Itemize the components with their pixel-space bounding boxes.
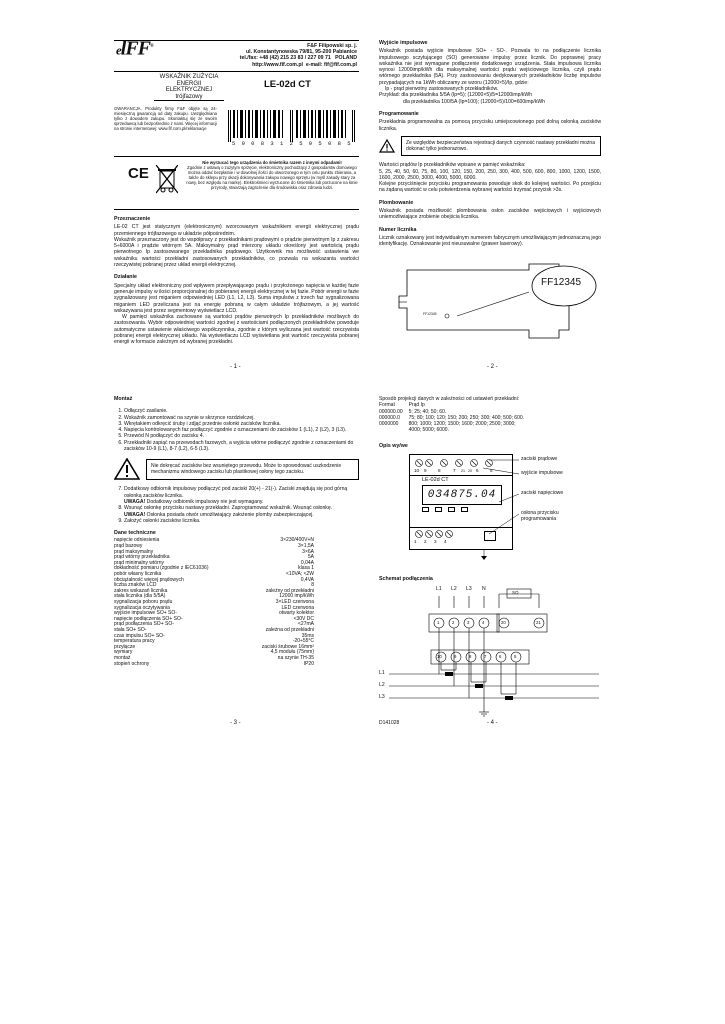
section-heading-tech: Dane techniczne [114,530,156,537]
company-country: POLAND [335,55,357,62]
spec-name: liczba znaków LCD [114,582,157,589]
warning-text: Ze względów bezpieczeństwa rejestracji danych czynność nastawy przekładni można dokonać tylko jednorazowo. [401,136,601,156]
label-line: programowania [521,515,557,522]
spec-name: pobór własny licznika [114,571,162,578]
spec-value: -20÷55°C [292,638,314,645]
terminal-label: 2 [424,538,427,544]
spec-name: napięcie podłączenia SO+ SO- [114,615,183,622]
led-icon [422,507,429,512]
note-label: UWAGA! [124,498,146,505]
spec-value: na szynie TH-35 [277,654,314,661]
note-text: Osłonka posiada otwór umożliwiający założenie plomby zabezpieczającej. [145,511,314,518]
led-icon [461,507,468,512]
section-heading-action: Działanie [114,274,137,281]
spec-value: 35ms [301,632,314,639]
recycling-body: Zgodnie z ustawą o zużytym sprzęcie, elektroniczny pochodzący z gospodarstw domowego można oddać bezpłatnie i w dowolnej ilości do utworzonego w tym celu punktu zbierania, a także do sklepu przy okazji dokonywania zakupu nowego sprzętu (w myśl zasady stary za nowy, bez względu na markę). Elektrośmieci wyrzucone do śmietnika lub porzucone na łonie przyrody, stwarzają zagrożenie dla środowiska oraz zdrowia ludzi. [186,165,358,191]
warning-triangle-icon [379,139,395,153]
label-voltage-terminals: zaciski napięciowe [521,489,564,496]
line-label: L2 [451,585,457,592]
divider [410,527,512,528]
page-number: - 2 - [487,364,498,370]
table-row [114,662,314,668]
format-cell: 000000.0 [379,414,400,421]
spec-name: wyjście impulsowe SO+ SO- [114,610,177,617]
step-text: Dodatkowy odbiornik impulsowy podłączyć pod zaciski 20(+) - 21(-). Zaciski znajdują się pod górną osłonką zacisków licznika. [124,486,348,499]
terminal-label: 1 [437,619,440,625]
spec-name: sygnalizacja oczytywania [114,604,170,611]
led-indicators [422,507,500,512]
page-number: - 1 - [230,364,241,370]
spec-value: <30V DC [293,615,314,622]
section-heading-connection: Schemat podłączenia [379,575,433,582]
section-heading-programming: Programowanie [379,110,419,117]
number-paragraph: Licznik oznakowany jest indywidualnym numerem fabrycznym umożliwiającym jednoznaczną jego identyfikację. Oznakowanie jest nieusuwalne (grawer laserowy). [379,234,601,248]
note-text: Dodatkowy odbiornik impulsowy nie jest wymagany. [145,498,264,505]
spec-name: prąd bazowy [114,543,143,550]
section-heading-mount: Montaż [114,396,133,402]
pulse-paragraph: Wskaźnik posiada wyjście impulsowe SO+ - SO-. Pozwala to na podłączenie licznika impulsowego sczytującego (SO) generowane impulsy przez licznik. Do poprawnej pracy wskaźnika nie jest wymagane podłączenie dodatkowego urządzenia. Stała impulsowa licznika wynosi 12000imp/kWh dla maksymalnej wartości prądu wejściowego licznika, czyli prądu wtórnego przekładnika (5A). Przy zastosowaniu dedykowanych przekładników liczbę impulsów przypadających na 1kWh obliczamy ze wzoru (12000×5)/Ip, gdzie: [379,48,601,86]
spec-name: prąd wtórny przekładnika [114,554,170,561]
terminal-label: 7 [453,467,456,473]
led-icon [435,507,442,512]
mount-step: 2. Wskaźnik zamontować na szynie w skrzynce rozdzielczej. [124,415,359,421]
terminal-label: 20 [468,468,472,473]
page-number: - 3 - [230,720,241,726]
spec-value: 5A [307,554,314,561]
barcode-digits: 5 9 0 8 3 1 2 5 9 5 0 8 5 [231,140,352,147]
page-4 [379,396,601,724]
spec-value: LED czerwona [281,604,314,611]
phase-label: L2 [379,681,385,688]
purpose-paragraph: LE-02 CT jest statycznym (elektronicznym) wzorcowanym wskaźnikiem energii elektrycznej prądu przemiennego trójfazowego w układzie półpośrednim. [114,224,359,237]
serial-number-small: FF12345 [423,311,437,316]
warranty-block [114,106,359,156]
led-icon [448,507,455,512]
ip-values: 5, 25, 40, 50, 60, 75, 80, 100, 120, 150, 200, 250, 300, 400, 500, 600, 800, 1000, 1200, 1500, 1600, 2000, 2500, 3000, 4000, 5000, 6000. [379,168,601,181]
spec-name: prąd maksymalny [114,548,154,555]
ip-cell: 800; 1000; 1200; 1500; 1600; 2000; 2500; 3000; 4000; 5000; 6000. [408,420,516,434]
terminal-label: 8 [438,467,441,473]
recycling-block [114,156,359,210]
terminal-label: 7 [484,653,487,659]
action-paragraph: Specjalny układ elektroniczny pod wpływem przepływającego prądu i przyłożonego napięcia w każdej fazie generuje impulsy w ilości proporcjonalnej do pobieranej energii elektrycznej w tej fazie. Pobór energii w fazie sygnalizowany jest miganiem odpowiedniej LED (L1, L2, L3). Suma impulsów z trzech faz sygnalizowana miganiem LED przeliczana jest na energię pobraną w całym układzie trójfazowym, a jej wartość wskazywana jest przez segmentowy wyświetlacz LCD. [114,282,359,314]
lcd-display: 034875.04 [422,485,502,505]
serial-number-figure [379,262,601,342]
ip-cell: 5; 25; 40; 50; 60. [408,408,447,415]
spec-name: zakres wskazań licznika [114,587,168,594]
warning-text: Nie dokręcać zacisków bez wsuniętego przewodu. Może to spowodować uszkodzenie mechanizmu windowego zacisku lub plastikowej osłony tego zacisku. [146,459,359,479]
spec-name: stopień ochrony [114,660,150,667]
purpose-paragraph: Wskaźnik przeznaczony jest do współpracy z przekładnikami prądowymi o prądzie pierwotnym Ip z zakresu 5÷6000A i prądzie wtórnym 5A. Maksymalny prąd mierzony układu określony jest wartością prądu pierwotnego Ip zastosowanego przekładnika prądowego. Użytkownik ma możliwość ustawienia we wskaźniku wartości przekładni zastosowanych przekładników, co pozwala na wskazania wartości rzeczywistej pobranej przez układ energii elektrycznej. [114,236,359,269]
label-line: osłona przycisku [521,509,559,516]
wiring-diagram-svg [379,584,601,724]
company-header [114,37,359,72]
program-button[interactable] [484,531,496,541]
spec-name: temperatura pracy [114,638,155,645]
phase-label: L1 [379,669,385,676]
terminal-label: 2 [452,619,455,625]
terminal-label: 10 [437,653,442,659]
weee-bin-icon [156,165,178,195]
format-intro: Sposób projekcji danych w zależności od ustawień przekładni: [379,396,520,402]
section-heading-pulse: Wyjście impulsowe [379,40,428,46]
company-address: ul. Konstantynowska 79/81, 95-200 Pabianice [245,49,357,56]
mount-step: 3. Wkrętakiem odkręcić śruby i zdjąć przednie osłonki zacisków licznika. [124,421,359,427]
spec-name: napięcie odniesienia [114,537,160,544]
spec-name: wymiary [114,649,133,656]
product-name-line: trójfazowy [175,93,203,100]
terminal-label: 9 [454,653,457,659]
company-logo: elFF® [116,37,153,60]
company-name: F&F Filipowski sp. j. [307,43,357,49]
spec-value: otwarty kolektor [278,610,314,617]
mount-step [124,505,359,518]
line-label: L1 [436,585,442,592]
spec-value: IP20 [303,660,314,667]
company-email[interactable]: e-mail: fif@fif.com.pl [305,61,357,68]
format-cell: 0000000 [379,420,399,427]
spec-value: 3×1,5A [298,543,314,550]
mount-step: 5. Przewód N podłączyć do zacisku 4. [124,433,359,439]
top-terminal-labels [414,468,508,474]
terminal-label: 4 [444,538,447,544]
ip-cell: 75; 80; 100; 120; 150; 200; 250; 300; 400; 500; 600. [408,414,525,421]
line-label: N [482,585,486,592]
terminal-screws-icon [414,529,484,539]
spec-value: <10VA; <2W [286,571,314,578]
mount-step: 1. Odłączyć zasilanie. [124,408,359,414]
label-pulse-output: wyjście impulsowe [521,469,563,476]
spec-value: zaciski śrubowe 16mm² [261,643,314,650]
product-header [114,74,359,104]
spec-name: montaż [114,654,131,661]
terminal-label: 20 [501,619,506,625]
spec-name: czas impulsu SO+ SO- [114,632,165,639]
terminal-label: 8 [469,653,472,659]
device-label: LE-02d CT [422,476,449,483]
mount-step: 9. Założyć osłonki zacisków licznika. [124,518,359,524]
terminal-label: 4 [482,619,485,625]
product-name-line: ENERGII ELEKTRYCZNEJ [165,80,213,94]
terminal-label: 9 [424,467,427,473]
label-button-cover [521,510,559,523]
section-heading-io: Opis wy/we [379,443,408,450]
spec-value: <27mA [298,621,314,628]
wiring-diagram [379,584,601,724]
tech-specs-table [114,538,314,667]
warning-block [379,136,601,156]
spec-value: 0,04A [300,559,314,566]
page-2 [379,40,601,342]
spec-name: stała licznika (dla 5/5A) [114,593,166,600]
step-text: Wsunąć osłonkę przycisku nastawy przekładni. Zaprogramować wskaźnik. Wsunąć osłonkę. [124,505,333,512]
spec-value: klasa 1 [298,565,314,572]
spec-name: prąd podłączenia SO+ SO- [114,621,174,628]
bottom-terminal-labels [414,539,454,545]
terminal-label: 10 [414,467,420,473]
so-label: SO [512,589,519,595]
spec-value: zależny od przekładni [265,587,314,594]
spec-value: 3×6A [302,548,314,555]
pulse-example: dla przekładnika 100/5A (Ip=100); (12000×5)/100=600imp/kWh [403,98,546,105]
terminal-label: 6 [499,653,502,659]
terminal-label: 6 [476,467,479,473]
format-cell: 000000.00 [379,408,403,415]
section-heading-sealing: Plombowanie [379,199,414,206]
terminal-label: 3 [467,619,470,625]
action-paragraph: W pamięci wskaźnika zachowane są wartości prądów pierwotnych Ip przekładników możliwych do zastosowania. Wybór odpowiedniej wartości zgodnej z wartościami podłączonych przekładników powoduje automatyczne ustawienie właściwego współczynnika, zgodnie z którym wyliczana jest wartość rzeczywista pobranej energii elektrycznej układu. Na wyświetlaczu LCD wyświetlana jest wartość rzeczywista pobranej energii w formacie zależnym od wybranej przekładni. [114,314,359,346]
spec-name: obciążalność więcej prądowych [114,576,184,583]
pulse-example: Przykład: dla przekładnika 5/5A (Ip=5); (12000×5)/5=12000imp/kWh [379,92,533,99]
spec-name: prąd minimalny wtórny [114,559,165,566]
mount-step: 4. Napięcia kontrolowanych faz podłączyć zgodnie z oznaczeniami do zacisków 1 (L1), 2 (L2), 3 (L3). [124,427,359,433]
ip-paragraph: Kolejne przyciśnięcie przycisku programowania powoduje skok do kolejnej wartości. Po przejściu na żądaną wartość w celu potwierdzenia wybranej wartości trzymać przycisk >3s. [379,181,601,194]
section-heading-purpose: Przeznaczenie [114,216,151,222]
spec-value: 3×LED czerwona [275,598,314,605]
label-current-terminals: zaciski prądowe [521,455,558,462]
spec-value: 12000 imp/kWh [279,593,314,600]
section-heading-number: Numer licznika [379,226,417,233]
warranty-text: GWARANCJA. Produkty firmy F&F objęte są 24-miesięczną gwarancją od daty zakupu. Uwzględniana tylko z dowodem zakupu. Skontaktuj się ze swoim sprzedawcą lub bezpośrednio z nami. Więcej informacji na stronie internetowej: www.fif.com.pl/reklamacje [114,106,217,132]
spec-value: zależna od przekładni [265,626,314,633]
ip-paragraph: Wartości prądów Ip przekładników wpisane w pamięć wskaźnika: [379,162,526,169]
table-row [379,421,535,433]
line-label: L3 [466,585,472,592]
spec-value: 8 [311,582,314,589]
product-name [154,74,224,101]
spec-value: 0,4VA [300,576,314,583]
spec-value: 3×230/400V+N [280,537,314,544]
mount-step: 6. Przekładniki zapiąć na przewodach fazowych, a wyjścia wtórne podłączyć zgodnie z oznaczeniami do zacisków 10-9 (L1), 8-7 (L2), 6-5 (L3). [124,440,359,453]
document-code: D141028 [379,720,400,726]
note-label: UWAGA! [124,511,146,518]
spec-value: 4,5 modułu (75mm) [270,649,314,656]
spec-name: przyłącze [114,643,136,650]
warning-block [114,458,359,480]
terminal-label: 1 [414,538,417,544]
mount-steps [114,408,359,452]
mount-steps-continued [114,486,359,524]
col-format: Format [379,402,395,409]
recycling-text [186,160,358,191]
terminal-label: 21 [536,619,541,625]
device-body [409,454,513,550]
device-front-figure [379,452,601,562]
page-1 [114,37,359,346]
pulse-paragraph: Ip - prąd pierwotny zastosowanych przekładników. [385,86,499,93]
terminal-label: 5 [514,653,517,659]
terminal-label: 21 [461,468,465,473]
barcode [226,110,358,148]
spec-name: sygnalizacja poboru prądu [114,598,173,605]
phase-label: L3 [379,693,385,700]
programming-paragraph: Przekładnia programowalna za pomocą przycisku umiejscowionego pod dolną osłonką zacisków licznika. [379,119,601,132]
warning-triangle-icon [114,458,140,480]
recycling-warning: Nie wyrzucać tego urządzenia do śmietnika razem z innymi odpadami! [202,160,342,165]
terminal-label: 5 [490,467,493,473]
format-table [379,402,535,433]
page-3 [114,396,359,667]
terminal-label: 3 [434,538,437,544]
sealing-paragraph: Wskaźnik posiada możliwość plombowania osłon zacisków wejściowych i wyjściowych uniemożliwiające zrobienie obejścia licznika. [379,208,601,221]
mount-step [124,486,359,505]
serial-number-label: FF12345 [541,276,582,288]
product-model: LE-02d CT [264,79,311,90]
company-web[interactable]: http://www.fif.com.pl [252,61,303,68]
product-name-line: WSKAŹNIK ZUŻYCIA [159,74,219,80]
ce-mark-icon: CE [128,165,149,182]
meter-side-outline [379,262,601,342]
col-ip: Prąd Ip [408,402,425,409]
spec-name: stała SO+ SO- [114,626,147,633]
spec-name: dokładność pomiaru (zgodnie z IEC61036) [114,565,209,572]
page-number: - 4 - [487,720,498,726]
company-phone: tel./fax: +48 (42) 215 23 83 / 227 09 71 [239,55,331,62]
divider [410,475,512,476]
company-info [240,43,357,68]
